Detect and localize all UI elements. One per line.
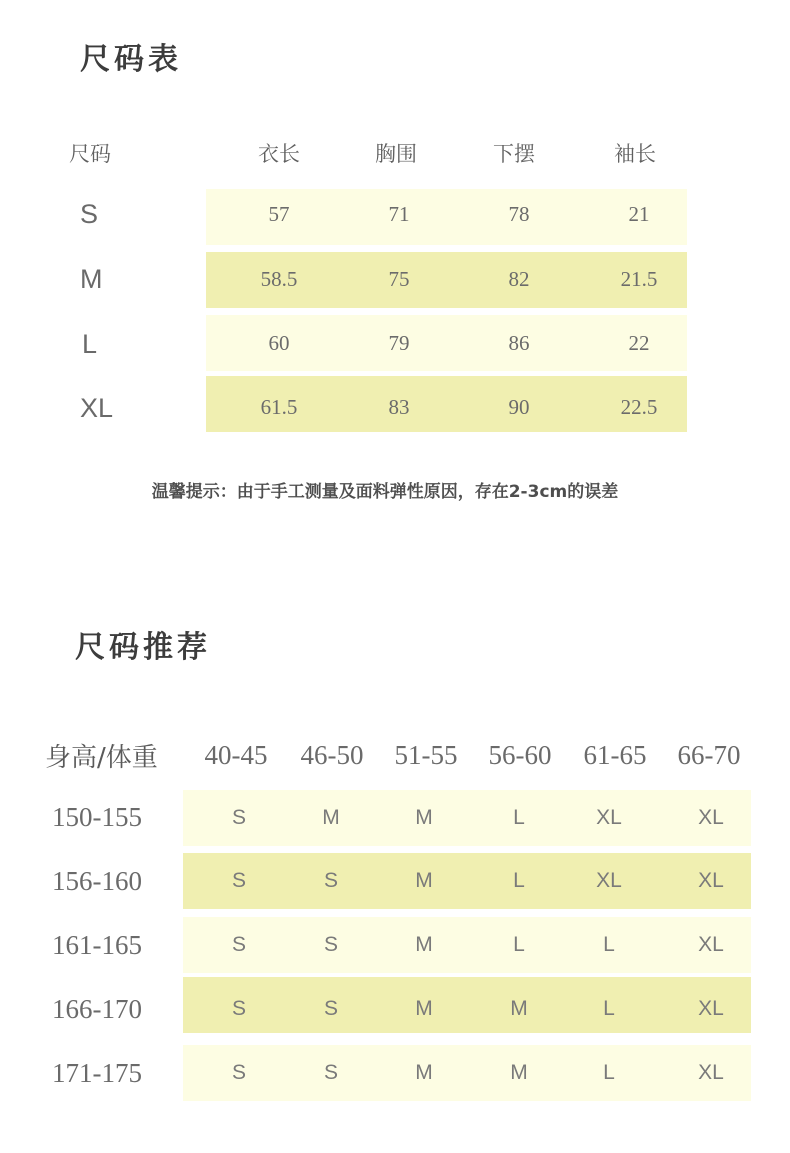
height-label: 150-155 [52, 802, 142, 832]
table-cell: 90 [508, 395, 530, 419]
table-cell: M [415, 1061, 433, 1084]
table-cell: 71 [388, 202, 410, 226]
table-cell: 57 [268, 202, 290, 226]
table-cell: S [231, 1061, 246, 1084]
header-sleeve: 袖长 [614, 142, 656, 166]
table-cell: M [510, 1061, 528, 1084]
table-cell: M [415, 933, 433, 956]
table-cell: 79 [388, 331, 410, 355]
height-label: 161-165 [52, 930, 142, 960]
table-cell: XL [698, 933, 724, 956]
table-cell: 58.5 [260, 267, 298, 291]
table-cell: S [323, 933, 338, 956]
table-cell: 78 [508, 202, 530, 226]
table-cell: L [603, 1061, 615, 1084]
table-cell: S [231, 997, 246, 1020]
table-cell: L [603, 933, 615, 956]
weight-header: 51-55 [394, 740, 458, 770]
table-cell: XL [698, 869, 724, 892]
table-cell: M [415, 997, 433, 1020]
header-hem: 下摆 [493, 142, 535, 166]
table-cell: 61.5 [260, 395, 298, 419]
row-size-label: XL [80, 393, 114, 423]
table-cell: L [513, 806, 525, 829]
weight-header: 66-70 [677, 740, 741, 770]
table-cell: 22.5 [620, 395, 658, 419]
row-size-label: S [80, 199, 99, 229]
measurement-note: 温馨提示：由于手工测量及面料弹性原因，存在2-3cm的误差 [151, 482, 619, 502]
weight-header: 40-45 [204, 740, 268, 770]
size-chart-title: 尺码表 [80, 42, 182, 77]
table-cell: 21 [628, 202, 650, 226]
header-size: 尺码 [69, 142, 111, 166]
table-cell: XL [698, 1061, 724, 1084]
table-cell: 86 [508, 331, 530, 355]
header-chest: 胸围 [375, 142, 417, 166]
table-cell: XL [596, 869, 622, 892]
table-cell: S [323, 869, 338, 892]
table-cell: S [323, 997, 338, 1020]
table-cell: M [415, 806, 433, 829]
table-cell: S [323, 1061, 338, 1084]
weight-header: 56-60 [488, 740, 552, 770]
table-cell: M [510, 997, 528, 1020]
height-weight-corner-label: 身高/体重 [45, 743, 158, 773]
table-cell: 21.5 [620, 267, 658, 291]
table-cell: 83 [388, 395, 410, 419]
table-cell: 82 [508, 267, 530, 291]
table-cell: L [513, 869, 525, 892]
row-size-label: M [80, 264, 103, 294]
table-cell: XL [698, 997, 724, 1020]
table-cell: 75 [388, 267, 410, 291]
table-cell: S [231, 933, 246, 956]
table-cell: L [513, 933, 525, 956]
height-label: 156-160 [52, 866, 142, 896]
row-size-label: L [82, 329, 98, 359]
height-label: 166-170 [52, 994, 142, 1024]
height-label: 171-175 [52, 1058, 142, 1088]
table-cell: M [322, 806, 340, 829]
table-cell: 60 [268, 331, 290, 355]
table-cell: S [231, 869, 246, 892]
table-cell: S [231, 806, 246, 829]
table-cell: XL [698, 806, 724, 829]
table-cell: L [603, 997, 615, 1020]
weight-header: 46-50 [300, 740, 364, 770]
table-cell: XL [596, 806, 622, 829]
size-recommendation-title: 尺码推荐 [75, 630, 211, 665]
table-cell: M [415, 869, 433, 892]
weight-header: 61-65 [583, 740, 647, 770]
header-length: 衣长 [258, 142, 300, 166]
table-cell: 22 [628, 331, 650, 355]
